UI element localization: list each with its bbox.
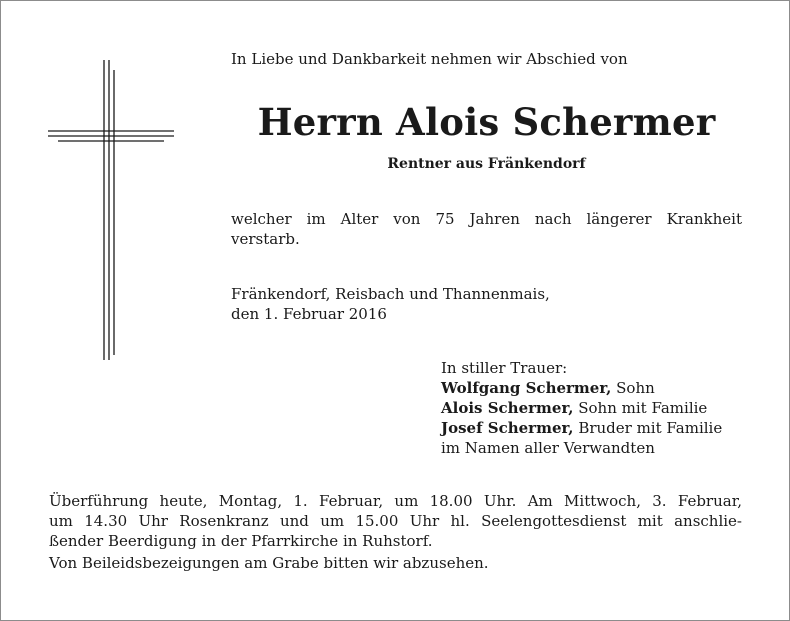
death-line: verstarb. xyxy=(231,230,300,248)
date-line: den 1. Februar 2016 xyxy=(231,305,387,323)
occupation-line: Rentner aus Fränkendorf xyxy=(387,156,586,172)
funeral-line: ßender Beerdigung in der Pfarrkirche in Ruhstorf. xyxy=(49,532,433,550)
funeral-line: Überführung heute, Montag, 1. Februar, um 18.00 Uhr. Am Mittwoch, 3. Februar, xyxy=(49,492,742,510)
mourning-header: In stiller Trauer: xyxy=(441,359,568,377)
mourner-name: Alois Schermer, xyxy=(441,399,574,417)
mourner-name: Josef Schermer, xyxy=(441,419,574,437)
intro-text: In Liebe und Dankbarkeit nehmen wir Abschied von xyxy=(231,50,628,68)
place-line: Fränkendorf, Reisbach und Thannenmais, xyxy=(231,285,550,303)
mourner-row xyxy=(441,378,722,398)
funeral-line: um 14.30 Uhr Rosenkranz und um 15.00 Uhr hl. Seelengottesdienst mit anschlie- xyxy=(49,512,742,530)
condolences-note: Von Beileidsbezeigungen am Grabe bitten wir abzusehen. xyxy=(49,554,489,572)
relatives-line: im Namen aller Verwandten xyxy=(441,439,655,457)
mourner-row xyxy=(441,398,722,418)
funeral-paragraph xyxy=(49,491,742,551)
place-date xyxy=(231,284,550,324)
cross-icon xyxy=(40,60,180,365)
mourner-relation: Bruder mit Familie xyxy=(573,419,723,437)
mourner-row xyxy=(441,418,722,438)
death-line: welcher im Alter von 75 Jahren nach längerer Krankheit xyxy=(231,210,742,228)
mourners-block xyxy=(441,358,722,458)
death-paragraph xyxy=(231,209,742,249)
mourner-relation: Sohn mit Familie xyxy=(573,399,708,417)
deceased-name: Herrn Alois Schermer xyxy=(257,100,716,144)
mourner-name: Wolfgang Schermer, xyxy=(441,379,612,397)
mourner-relation: Sohn xyxy=(611,379,655,397)
